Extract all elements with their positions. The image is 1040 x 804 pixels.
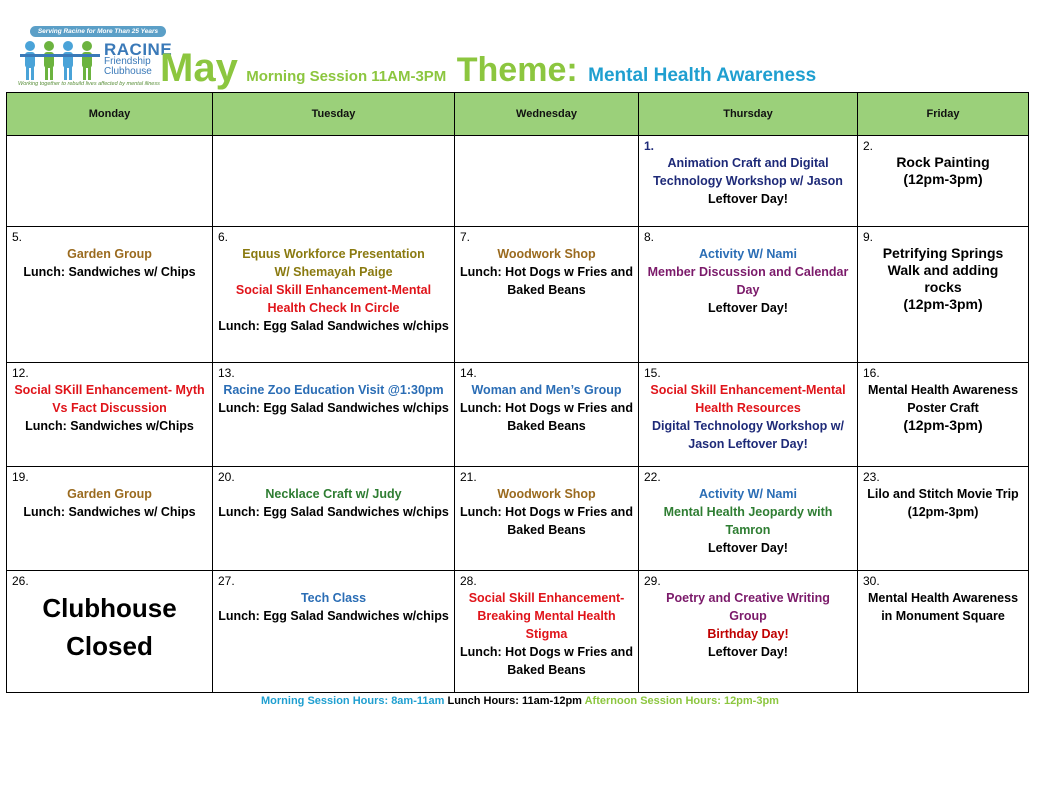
logo-subtitle: Friendship Clubhouse [104,56,152,77]
event-line: Technology Workshop w/ Jason [653,174,843,188]
day-header: Friday [858,93,1029,136]
day-header: Wednesday [455,93,639,136]
date-number: 8. [644,230,655,244]
day-cell [858,227,1029,363]
event-line: Tamron [725,523,771,537]
clubhouse-logo [8,12,173,87]
event-line: Mental Health Awareness [867,383,1019,397]
event-line: Petrifying Springs [882,245,1004,261]
day-header: Thursday [639,93,858,136]
day-cell [213,363,455,467]
event-line: Closed [66,631,153,661]
day-cell [213,136,455,227]
event-line: Necklace Craft w/ Judy [265,487,402,501]
day-cell [639,571,858,693]
event-line: Activity W/ Nami [699,247,797,261]
event-line: Poetry and Creative Writing [666,591,830,605]
day-cell [639,363,858,467]
day-cell [455,227,639,363]
day-cell [639,136,858,227]
people-logo-icon [20,39,102,81]
event-line: Lunch: Hot Dogs w Fries and [460,645,633,659]
event-line: Rock Painting [896,154,990,170]
event-line: Walk and adding [887,262,999,278]
event-line: Baked Beans [507,283,586,297]
event-line: Woodwork Shop [497,247,596,261]
event-line: Group [729,609,767,623]
date-number: 15. [644,366,661,380]
day-cell [7,467,213,571]
day-cell [858,136,1029,227]
logo-footer: Working together to rebuild lives affected by mental illness [18,81,160,87]
date-number: 21. [460,470,477,484]
event-line: Health Resources [695,401,801,415]
event-line: Lunch: Egg Salad Sandwiches w/chips [218,319,449,333]
date-number: 7. [460,230,471,244]
event-line: Mental Health Awareness [867,591,1019,605]
week-row [7,571,1029,693]
day-cell [7,227,213,363]
logo-tagline: Serving Racine for More Than 25 Years [30,26,166,37]
date-number: 28. [460,574,477,588]
day-cell [455,136,639,227]
logo-name: RACINE [104,40,173,59]
event-line: Lunch: Hot Dogs w Fries and [460,265,633,279]
event-line: Social Skill Enhancement- [468,591,625,605]
date-number: 23. [863,470,880,484]
event-line: Lunch: Sandwiches w/Chips [25,419,194,433]
page-title [160,46,816,91]
day-cell [639,227,858,363]
event-line: Stigma [525,627,568,641]
day-cell [858,363,1029,467]
date-number: 14. [460,366,477,380]
event-line: Garden Group [67,487,152,501]
date-number: 1. [644,139,655,153]
date-number: 9. [863,230,874,244]
event-line: Woman and Men’s Group [471,383,622,397]
day-cell [213,227,455,363]
event-line: Baked Beans [507,663,586,677]
date-number: 2. [863,139,874,153]
event-line: Racine Zoo Education Visit @1:30pm [223,383,444,397]
date-number: 20. [218,470,235,484]
session-hours-footer [0,695,1040,707]
date-number: 30. [863,574,880,588]
day-cell [858,467,1029,571]
event-line: Baked Beans [507,419,586,433]
event-line: Lunch: Egg Salad Sandwiches w/chips [218,401,449,415]
event-line: Digital Technology Workshop w/ [652,419,844,433]
date-number: 16. [863,366,880,380]
day-header: Tuesday [213,93,455,136]
date-number: 13. [218,366,235,380]
event-line: Poster Craft [907,401,979,415]
event-line: Jason Leftover Day! [688,437,808,451]
week-row [7,136,1029,227]
event-line: Activity W/ Nami [699,487,797,501]
event-line: Social SKill Enhancement- Myth [14,383,205,397]
event-line: W/ Shemayah Paige [274,265,393,279]
date-number: 19. [12,470,29,484]
event-line: Tech Class [300,591,367,605]
event-line: Breaking Mental Health [477,609,616,623]
day-cell [213,467,455,571]
event-line: in Monument Square [881,609,1005,623]
event-line: Baked Beans [507,523,586,537]
event-line: Lunch: Hot Dogs w Fries and [460,401,633,415]
week-row [7,467,1029,571]
day-cell [213,571,455,693]
day-cell [858,571,1029,693]
day-cell [455,467,639,571]
event-line: Garden Group [67,247,152,261]
event-line: Day [736,283,760,297]
date-number: 22. [644,470,661,484]
event-line: Lilo and Stitch Movie Trip [867,487,1019,501]
event-line: Leftover Day! [708,541,788,555]
afternoon-hours: Afternoon Session Hours: 12pm-3pm [584,695,779,707]
day-cell [7,571,213,693]
lunch-hours: Lunch Hours: 11am-12pm [447,695,582,707]
event-line: Clubhouse [42,593,177,623]
event-line: Lunch: Egg Salad Sandwiches w/chips [218,609,449,623]
day-cell [7,363,213,467]
theme-label: Theme: [456,51,578,89]
event-line: Leftover Day! [708,645,788,659]
event-line: (12pm-3pm) [903,417,983,433]
event-line: Birthday Day! [707,627,789,641]
date-number: 6. [218,230,229,244]
event-line: Social Skill Enhancement-Mental [650,383,846,397]
event-line: Mental Health Jeopardy with [663,505,833,519]
event-line: Lunch: Sandwiches w/ Chips [23,265,196,279]
event-line: Animation Craft and Digital [667,156,829,170]
session-label: Morning Session 11AM-3PM [246,68,447,85]
event-line: Leftover Day! [708,192,788,206]
day-cell [455,571,639,693]
calendar-table [6,92,1029,693]
event-line: Lunch: Hot Dogs w Fries and [460,505,633,519]
date-number: 12. [12,366,29,380]
event-line: Vs Fact Discussion [52,401,167,415]
month-label: May [160,46,238,90]
date-number: 27. [218,574,235,588]
event-line: Lunch: Egg Salad Sandwiches w/chips [218,505,449,519]
weekday-header-row [7,93,1029,136]
event-line: Leftover Day! [708,301,788,315]
date-number: 29. [644,574,661,588]
event-line: Social Skill Enhancement-Mental [235,283,432,297]
day-cell [639,467,858,571]
week-row [7,227,1029,363]
day-cell [7,136,213,227]
event-line: (12pm-3pm) [907,505,979,519]
event-line: Equus Workforce Presentation [242,247,425,261]
event-line: (12pm-3pm) [903,296,983,312]
day-cell [455,363,639,467]
week-row [7,363,1029,467]
event-line: Lunch: Sandwiches w/ Chips [23,505,196,519]
morning-hours: Morning Session Hours: 8am-11am [261,695,445,707]
event-line: Health Check In Circle [267,301,400,315]
day-header: Monday [7,93,213,136]
date-number: 5. [12,230,23,244]
theme-text: Mental Health Awareness [588,65,817,86]
event-line: rocks [924,279,962,295]
event-line: Member Discussion and Calendar [647,265,849,279]
date-number: 26. [12,574,29,588]
event-line: (12pm-3pm) [903,171,983,187]
event-line: Woodwork Shop [497,487,596,501]
